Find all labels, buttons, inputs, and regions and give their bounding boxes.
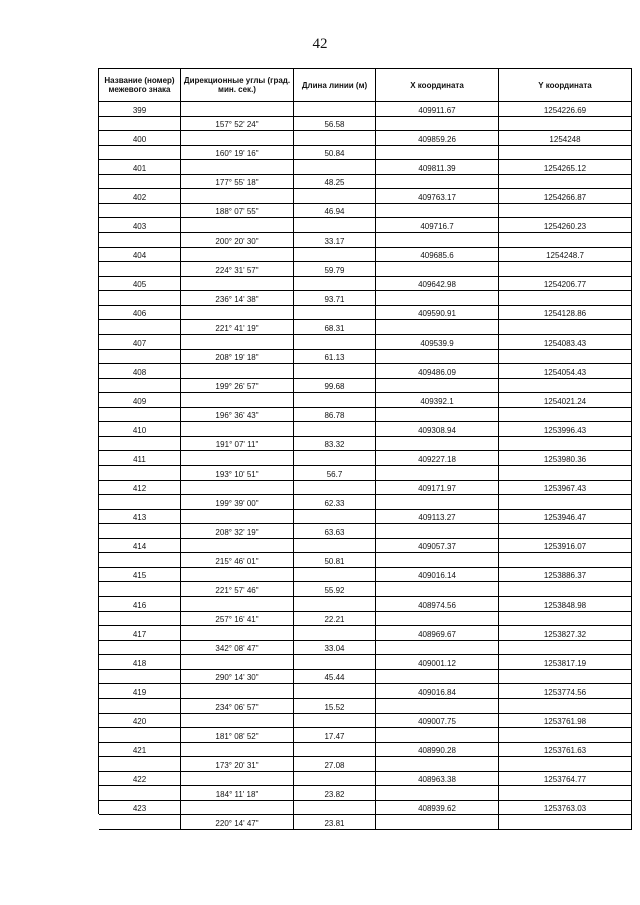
y-coordinate: 1253763.03 — [499, 801, 632, 816]
direction-angle: 208° 32' 19" — [181, 524, 294, 539]
direction-angle: 220° 14' 47" — [181, 815, 294, 830]
line-length: 62.33 — [294, 495, 376, 510]
blank-cell — [99, 524, 181, 539]
line-length: 33.04 — [294, 641, 376, 656]
direction-angle: 199° 26' 57" — [181, 379, 294, 394]
x-coordinate: 409539.9 — [376, 335, 499, 350]
blank-cell — [99, 553, 181, 568]
blank-cell — [99, 786, 181, 801]
line-length: 23.82 — [294, 786, 376, 801]
blank-cell — [376, 350, 499, 365]
blank-cell — [499, 815, 632, 830]
direction-angle: 193° 10' 51" — [181, 466, 294, 481]
direction-angle: 188° 07' 55" — [181, 204, 294, 219]
direction-angle: 160° 19' 16" — [181, 146, 294, 161]
blank-cell — [376, 553, 499, 568]
blank-cell — [376, 233, 499, 248]
blank-cell — [181, 335, 294, 350]
y-coordinate: 1254248.7 — [499, 248, 632, 263]
line-length: 56.7 — [294, 466, 376, 481]
point-name: 413 — [99, 510, 181, 525]
blank-cell — [294, 277, 376, 292]
blank-cell — [181, 684, 294, 699]
direction-angle: 257° 16' 41" — [181, 612, 294, 627]
blank-cell — [181, 422, 294, 437]
direction-angle: 342° 08' 47" — [181, 641, 294, 656]
blank-cell — [499, 262, 632, 277]
blank-cell — [294, 306, 376, 321]
point-name: 414 — [99, 539, 181, 554]
point-name: 415 — [99, 568, 181, 583]
blank-cell — [294, 714, 376, 729]
blank-cell — [499, 524, 632, 539]
blank-cell — [99, 728, 181, 743]
header-y-col: Y координата — [499, 69, 632, 102]
x-coordinate: 409811.39 — [376, 160, 499, 175]
blank-cell — [99, 582, 181, 597]
blank-cell — [99, 233, 181, 248]
blank-cell — [294, 597, 376, 612]
blank-cell — [181, 539, 294, 554]
line-length: 93.71 — [294, 291, 376, 306]
point-name: 404 — [99, 248, 181, 263]
x-coordinate: 409859.26 — [376, 131, 499, 146]
blank-cell — [99, 350, 181, 365]
blank-cell — [376, 524, 499, 539]
blank-cell — [294, 335, 376, 350]
blank-cell — [499, 466, 632, 481]
direction-angle: 191° 07' 11" — [181, 437, 294, 452]
line-length: 50.84 — [294, 146, 376, 161]
blank-cell — [294, 539, 376, 554]
blank-cell — [181, 568, 294, 583]
blank-cell — [99, 437, 181, 452]
coordinates-table — [98, 68, 632, 828]
y-coordinate: 1253996.43 — [499, 422, 632, 437]
line-length: 48.25 — [294, 175, 376, 190]
x-coordinate: 409308.94 — [376, 422, 499, 437]
y-coordinate: 1253946.47 — [499, 510, 632, 525]
blank-cell — [99, 175, 181, 190]
blank-cell — [376, 437, 499, 452]
blank-cell — [181, 102, 294, 117]
line-length: 15.52 — [294, 699, 376, 714]
y-coordinate: 1254265.12 — [499, 160, 632, 175]
line-length: 23.81 — [294, 815, 376, 830]
blank-cell — [294, 422, 376, 437]
blank-cell — [294, 364, 376, 379]
x-coordinate: 409716.7 — [376, 218, 499, 233]
point-name: 416 — [99, 597, 181, 612]
line-length: 22.21 — [294, 612, 376, 627]
blank-cell — [181, 481, 294, 496]
line-length: 59.79 — [294, 262, 376, 277]
blank-cell — [376, 408, 499, 423]
blank-cell — [499, 117, 632, 132]
point-name: 417 — [99, 626, 181, 641]
point-name: 423 — [99, 801, 181, 816]
direction-angle: 177° 55' 18" — [181, 175, 294, 190]
point-name: 412 — [99, 481, 181, 496]
direction-angle: 196° 36' 43" — [181, 408, 294, 423]
blank-cell — [181, 451, 294, 466]
x-coordinate: 409001.12 — [376, 655, 499, 670]
blank-cell — [294, 772, 376, 787]
blank-cell — [181, 306, 294, 321]
blank-cell — [499, 786, 632, 801]
blank-cell — [376, 641, 499, 656]
blank-cell — [376, 291, 499, 306]
blank-cell — [499, 291, 632, 306]
y-coordinate: 1253764.77 — [499, 772, 632, 787]
blank-cell — [376, 612, 499, 627]
y-coordinate: 1254206.77 — [499, 277, 632, 292]
x-coordinate: 409911.67 — [376, 102, 499, 117]
blank-cell — [376, 815, 499, 830]
direction-angle: 236° 14' 38" — [181, 291, 294, 306]
blank-cell — [376, 728, 499, 743]
blank-cell — [294, 189, 376, 204]
blank-cell — [181, 597, 294, 612]
blank-cell — [499, 670, 632, 685]
blank-cell — [376, 175, 499, 190]
blank-cell — [294, 131, 376, 146]
line-length: 56.58 — [294, 117, 376, 132]
y-coordinate: 1254266.87 — [499, 189, 632, 204]
blank-cell — [499, 757, 632, 772]
x-coordinate: 408974.56 — [376, 597, 499, 612]
blank-cell — [499, 582, 632, 597]
blank-cell — [376, 699, 499, 714]
y-coordinate: 1253774.56 — [499, 684, 632, 699]
x-coordinate: 409227.18 — [376, 451, 499, 466]
y-coordinate: 1254226.69 — [499, 102, 632, 117]
blank-cell — [499, 233, 632, 248]
x-coordinate: 409057.37 — [376, 539, 499, 554]
line-length: 27.08 — [294, 757, 376, 772]
x-coordinate: 409685.6 — [376, 248, 499, 263]
y-coordinate: 1253980.36 — [499, 451, 632, 466]
blank-cell — [181, 772, 294, 787]
direction-angle: 215° 46' 01" — [181, 553, 294, 568]
y-coordinate: 1253886.37 — [499, 568, 632, 583]
x-coordinate: 408990.28 — [376, 743, 499, 758]
blank-cell — [99, 146, 181, 161]
point-name: 406 — [99, 306, 181, 321]
point-name: 402 — [99, 189, 181, 204]
blank-cell — [294, 451, 376, 466]
direction-angle: 200° 20' 30" — [181, 233, 294, 248]
x-coordinate: 409171.97 — [376, 481, 499, 496]
line-length: 33.17 — [294, 233, 376, 248]
blank-cell — [99, 612, 181, 627]
blank-cell — [376, 146, 499, 161]
blank-cell — [294, 568, 376, 583]
blank-cell — [294, 510, 376, 525]
blank-cell — [294, 481, 376, 496]
blank-cell — [294, 393, 376, 408]
blank-cell — [499, 495, 632, 510]
y-coordinate: 1254021.24 — [499, 393, 632, 408]
point-name: 407 — [99, 335, 181, 350]
direction-angle: 221° 41' 19" — [181, 320, 294, 335]
blank-cell — [376, 670, 499, 685]
blank-cell — [294, 801, 376, 816]
blank-cell — [181, 189, 294, 204]
direction-angle: 157° 52' 24" — [181, 117, 294, 132]
line-length: 55.92 — [294, 582, 376, 597]
y-coordinate: 1253761.63 — [499, 743, 632, 758]
blank-cell — [99, 466, 181, 481]
blank-cell — [99, 815, 181, 830]
blank-cell — [376, 786, 499, 801]
blank-cell — [99, 495, 181, 510]
blank-cell — [499, 699, 632, 714]
blank-cell — [181, 277, 294, 292]
blank-cell — [499, 379, 632, 394]
header-length-col: Длина линии (м) — [294, 69, 376, 102]
blank-cell — [181, 131, 294, 146]
y-coordinate: 1253761.98 — [499, 714, 632, 729]
point-name: 418 — [99, 655, 181, 670]
x-coordinate: 409763.17 — [376, 189, 499, 204]
blank-cell — [181, 743, 294, 758]
point-name: 420 — [99, 714, 181, 729]
y-coordinate: 1254083.43 — [499, 335, 632, 350]
line-length: 86.78 — [294, 408, 376, 423]
blank-cell — [499, 175, 632, 190]
blank-cell — [294, 743, 376, 758]
line-length: 99.68 — [294, 379, 376, 394]
blank-cell — [99, 699, 181, 714]
blank-cell — [99, 291, 181, 306]
direction-angle: 224° 31' 57" — [181, 262, 294, 277]
point-name: 403 — [99, 218, 181, 233]
direction-angle: 208° 19' 18" — [181, 350, 294, 365]
blank-cell — [294, 248, 376, 263]
blank-cell — [376, 117, 499, 132]
y-coordinate: 1254260.23 — [499, 218, 632, 233]
direction-angle: 173° 20' 31" — [181, 757, 294, 772]
x-coordinate: 409007.75 — [376, 714, 499, 729]
blank-cell — [181, 248, 294, 263]
blank-cell — [376, 466, 499, 481]
blank-cell — [499, 204, 632, 219]
blank-cell — [99, 641, 181, 656]
x-coordinate: 409590.91 — [376, 306, 499, 321]
line-length: 83.32 — [294, 437, 376, 452]
blank-cell — [294, 626, 376, 641]
blank-cell — [181, 364, 294, 379]
blank-cell — [499, 612, 632, 627]
blank-cell — [499, 320, 632, 335]
blank-cell — [499, 146, 632, 161]
point-name: 422 — [99, 772, 181, 787]
blank-cell — [99, 670, 181, 685]
point-name: 401 — [99, 160, 181, 175]
header-name-col: Название (номер) межевого знака — [99, 69, 181, 102]
blank-cell — [181, 218, 294, 233]
point-name: 405 — [99, 277, 181, 292]
blank-cell — [294, 684, 376, 699]
y-coordinate: 1254054.43 — [499, 364, 632, 379]
x-coordinate: 408963.38 — [376, 772, 499, 787]
x-coordinate: 409016.84 — [376, 684, 499, 699]
y-coordinate: 1253967.43 — [499, 481, 632, 496]
blank-cell — [181, 393, 294, 408]
blank-cell — [99, 757, 181, 772]
y-coordinate: 1253827.32 — [499, 626, 632, 641]
line-length: 17.47 — [294, 728, 376, 743]
y-coordinate: 1253817.19 — [499, 655, 632, 670]
blank-cell — [181, 510, 294, 525]
point-name: 399 — [99, 102, 181, 117]
y-coordinate: 1253916.07 — [499, 539, 632, 554]
blank-cell — [181, 801, 294, 816]
line-length: 50.81 — [294, 553, 376, 568]
blank-cell — [181, 160, 294, 175]
line-length: 46.94 — [294, 204, 376, 219]
direction-angle: 234° 06' 57" — [181, 699, 294, 714]
x-coordinate: 409392.1 — [376, 393, 499, 408]
blank-cell — [376, 320, 499, 335]
blank-cell — [499, 350, 632, 365]
direction-angle: 181° 08' 52" — [181, 728, 294, 743]
line-length: 68.31 — [294, 320, 376, 335]
y-coordinate: 1254248 — [499, 131, 632, 146]
direction-angle: 290° 14' 30" — [181, 670, 294, 685]
x-coordinate: 409486.09 — [376, 364, 499, 379]
blank-cell — [499, 641, 632, 656]
blank-cell — [181, 714, 294, 729]
blank-cell — [99, 320, 181, 335]
line-length: 61.13 — [294, 350, 376, 365]
blank-cell — [376, 262, 499, 277]
point-name: 409 — [99, 393, 181, 408]
blank-cell — [181, 626, 294, 641]
point-name: 408 — [99, 364, 181, 379]
y-coordinate: 1253848.98 — [499, 597, 632, 612]
header-x-col: X координата — [376, 69, 499, 102]
direction-angle: 184° 11' 18" — [181, 786, 294, 801]
point-name: 410 — [99, 422, 181, 437]
line-length: 63.63 — [294, 524, 376, 539]
blank-cell — [499, 553, 632, 568]
blank-cell — [294, 102, 376, 117]
blank-cell — [294, 160, 376, 175]
blank-cell — [99, 117, 181, 132]
blank-cell — [99, 204, 181, 219]
blank-cell — [376, 495, 499, 510]
point-name: 419 — [99, 684, 181, 699]
blank-cell — [294, 218, 376, 233]
direction-angle: 221° 57' 46" — [181, 582, 294, 597]
blank-cell — [294, 655, 376, 670]
x-coordinate: 409016.14 — [376, 568, 499, 583]
direction-angle: 199° 39' 00" — [181, 495, 294, 510]
point-name: 400 — [99, 131, 181, 146]
blank-cell — [376, 757, 499, 772]
x-coordinate: 408939.62 — [376, 801, 499, 816]
point-name: 411 — [99, 451, 181, 466]
line-length: 45.44 — [294, 670, 376, 685]
x-coordinate: 409113.27 — [376, 510, 499, 525]
blank-cell — [376, 379, 499, 394]
blank-cell — [499, 408, 632, 423]
blank-cell — [99, 379, 181, 394]
x-coordinate: 408969.67 — [376, 626, 499, 641]
blank-cell — [376, 204, 499, 219]
page-number: 42 — [312, 36, 328, 52]
blank-cell — [499, 437, 632, 452]
point-name: 421 — [99, 743, 181, 758]
x-coordinate: 409642.98 — [376, 277, 499, 292]
blank-cell — [181, 655, 294, 670]
blank-cell — [499, 728, 632, 743]
y-coordinate: 1254128.86 — [499, 306, 632, 321]
blank-cell — [99, 408, 181, 423]
header-angle-col: Дирекционные углы (град. мин. сек.) — [181, 69, 294, 102]
blank-cell — [376, 582, 499, 597]
blank-cell — [99, 262, 181, 277]
